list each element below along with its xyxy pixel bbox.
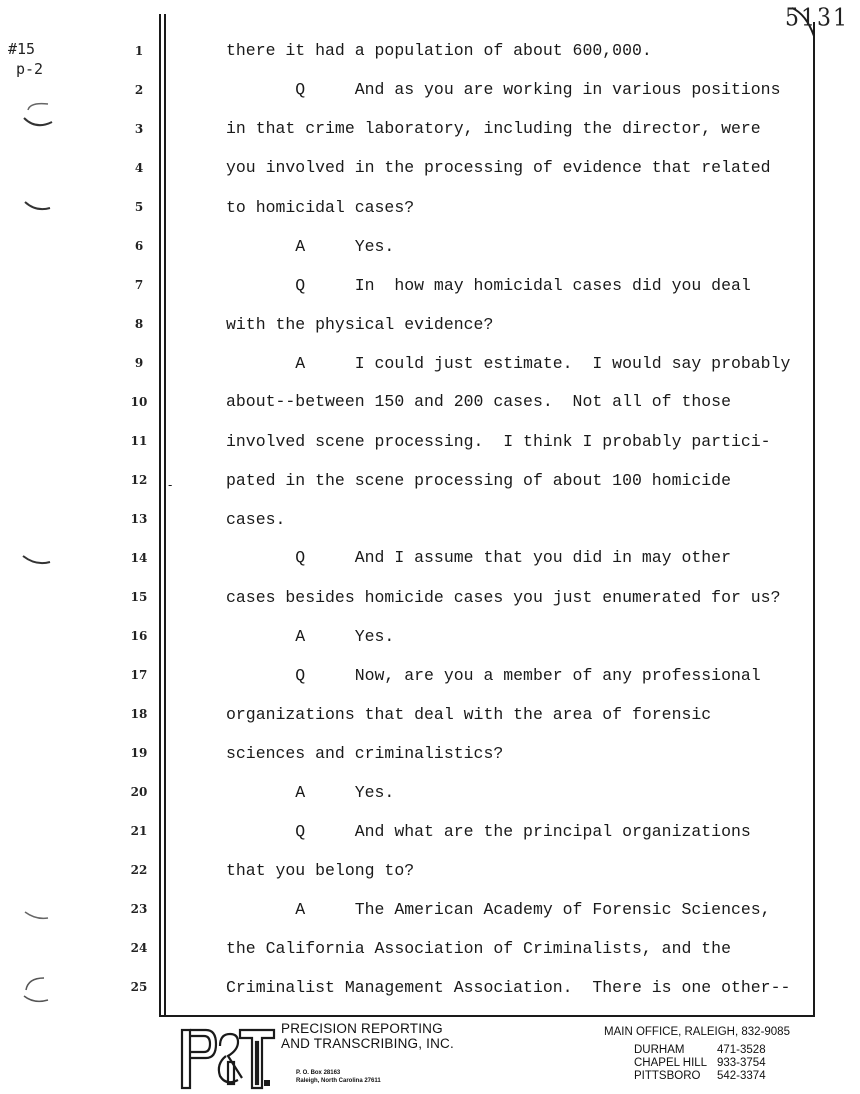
left-margin-rule [159,14,161,1017]
line-number: 6 [134,239,144,253]
line-text: A Yes. [226,237,395,256]
line-text: sciences and criminalistics? [226,744,504,763]
line-number: 14 [130,551,148,565]
line-number: 15 [130,590,148,604]
line-text: that you belong to? [226,861,415,880]
line-text: to homicidal cases? [226,198,415,217]
line-number: 21 [130,824,148,838]
line-number: 4 [134,161,144,175]
line-number: 9 [134,356,144,370]
binder-hole-mark [18,98,54,134]
office-phone: 471-3528 [717,1044,766,1056]
line-text: A The American Academy of Forensic Sciences, [226,900,771,919]
office-list [604,1026,790,1083]
company-name-line-2: AND TRANSCRIBING, INC. [281,1036,454,1051]
line-text: A Yes. [226,783,395,802]
company-address [296,1069,381,1085]
margin-note-page: p-2 [16,60,44,78]
line-text: there it had a population of about 600,000. [226,41,652,60]
line-text: organizations that deal with the area of forensic [226,705,712,724]
company-name [281,1021,454,1051]
office-name: CHAPEL HILL [634,1057,708,1069]
line-text: Criminalist Management Association. There is one other-- [226,978,791,997]
right-margin-rule [813,22,815,1017]
line-text: Q And I assume that you did in may other [226,548,731,567]
binder-hole-mark [22,196,54,216]
office-row [604,1070,790,1083]
line-text: cases. [226,510,286,529]
line-number: 8 [134,317,144,331]
line-text: Q In how may homicidal cases did you deal [226,276,751,295]
line-text: with the physical evidence? [226,315,494,334]
line-text: about--between 150 and 200 cases. Not all of those [226,392,731,411]
line-number: 18 [130,707,148,721]
line-text: Q Now, are you a member of any professional [226,666,761,685]
line-number: 24 [130,941,148,955]
margin-note-tape: #15 [8,40,36,58]
line-number: 25 [130,980,148,994]
office-name: DURHAM [634,1044,685,1056]
line-text: involved scene processing. I think I probably partici- [226,432,771,451]
line-number: 23 [130,902,148,916]
line-text: pated in the scene processing of about 100 homicide [226,471,731,490]
line-number: 22 [130,863,148,877]
line-number: 12 [130,473,148,487]
office-name: PITTSBORO [634,1070,701,1082]
line-number: 5 [134,200,144,214]
line-number: 10 [130,395,148,409]
line-text: A Yes. [226,627,395,646]
line-number: 17 [130,668,148,682]
company-logo [180,1026,276,1090]
line-number: 2 [134,83,144,97]
line-text: A I could just estimate. I would say probably [226,354,791,373]
main-office: MAIN OFFICE, RALEIGH, 832-9085 [604,1026,790,1038]
binder-hole-mark [20,550,54,572]
company-name-line-1: PRECISION REPORTING [281,1021,443,1036]
binder-hole-mark [22,908,52,924]
line-text: Q And what are the principal organizations [226,822,751,841]
office-phone: 542-3374 [717,1070,766,1082]
line-text: in that crime laboratory, including the director, were [226,119,761,138]
line-text: the California Association of Criminalists, and the [226,939,731,958]
line-number: 20 [130,785,148,799]
line-number: 11 [130,434,148,448]
line-number: 13 [130,512,148,526]
line-number: 19 [130,746,148,760]
left-margin-rule-inner [164,14,166,1017]
office-row [604,1044,790,1057]
line-number: 16 [130,629,148,643]
bottom-rule [159,1015,815,1017]
page-number: 5131 [785,4,849,33]
line-text: Q And as you are working in various positions [226,80,781,99]
margin-tick: - [168,478,173,492]
line-number: 3 [134,122,144,136]
office-phone: 933-3754 [717,1057,766,1069]
address-line-2: Raleigh, North Carolina 27611 [296,1078,381,1084]
line-text: cases besides homicide cases you just enumerated for us? [226,588,781,607]
line-number: 1 [134,44,144,58]
address-line-1: P. O. Box 28163 [296,1070,341,1076]
line-text: you involved in the processing of evidence that related [226,158,771,177]
binder-hole-mark [18,972,52,1008]
line-number: 7 [134,278,144,292]
office-row [604,1057,790,1070]
